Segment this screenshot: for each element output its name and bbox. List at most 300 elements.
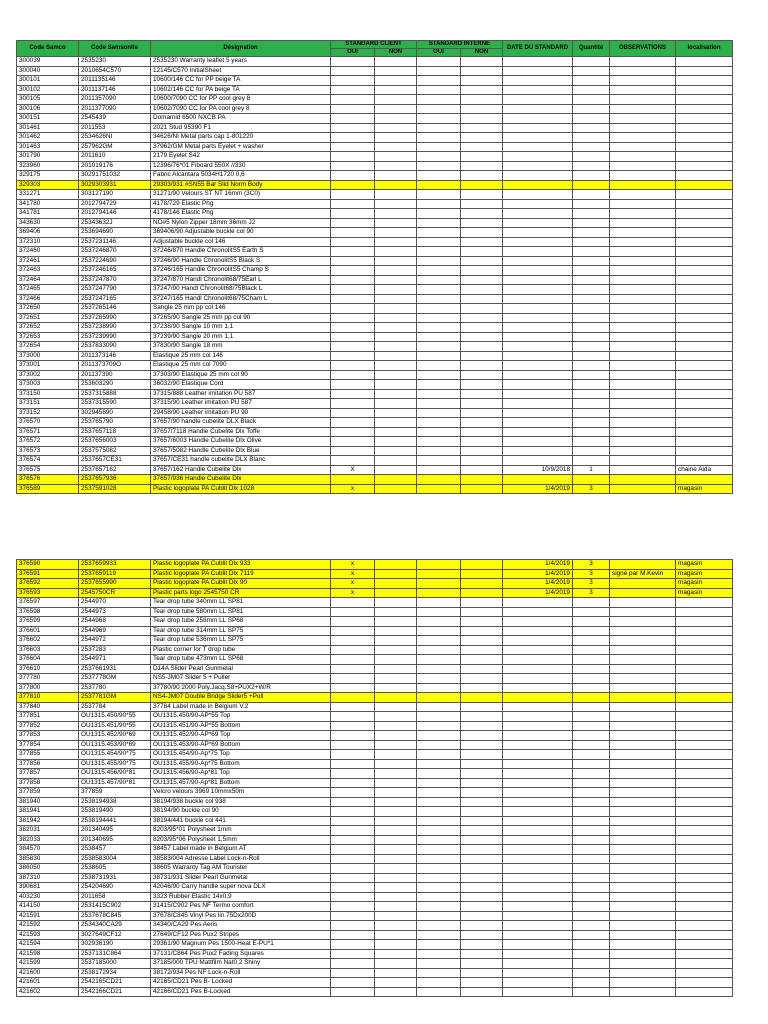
cell-code-samco[interactable]: 373000 <box>17 351 79 361</box>
cell-observations[interactable] <box>610 351 676 361</box>
cell-quantite[interactable] <box>573 66 610 76</box>
cell-client-oui[interactable] <box>331 418 375 428</box>
cell-designation[interactable]: 3323 Rubber Elastic 14x0,9 <box>151 892 331 902</box>
cell-interne-non[interactable] <box>461 569 503 579</box>
cell-client-non[interactable] <box>375 294 417 304</box>
col-interne-oui[interactable]: OUI <box>417 49 461 57</box>
cell-quantite[interactable] <box>573 921 610 931</box>
cell-code-samco[interactable]: 377840 <box>17 702 79 712</box>
cell-quantite[interactable] <box>573 835 610 845</box>
cell-code-samsonite[interactable]: 2537246165 <box>79 266 151 276</box>
cell-designation[interactable]: 37185/000 TPU Mattfilm Nat0,2 Shiny <box>151 959 331 969</box>
cell-client-non[interactable] <box>375 180 417 190</box>
table-row[interactable] <box>17 968 733 978</box>
col-client-non[interactable]: NON <box>375 49 417 57</box>
cell-localisation[interactable] <box>676 731 733 741</box>
cell-interne-non[interactable] <box>461 256 503 266</box>
cell-interne-oui[interactable] <box>417 456 461 466</box>
cell-interne-non[interactable] <box>461 209 503 219</box>
cell-interne-non[interactable] <box>461 664 503 674</box>
cell-client-non[interactable] <box>375 664 417 674</box>
table-row[interactable] <box>17 664 733 674</box>
cell-localisation[interactable] <box>676 930 733 940</box>
cell-interne-oui[interactable] <box>417 161 461 171</box>
cell-localisation[interactable] <box>676 978 733 988</box>
cell-quantite[interactable] <box>573 57 610 67</box>
cell-observations[interactable] <box>610 228 676 238</box>
cell-code-samsonite[interactable]: OU1315.451/90*55 <box>79 721 151 731</box>
cell-quantite[interactable] <box>573 133 610 143</box>
cell-interne-oui[interactable] <box>417 655 461 665</box>
cell-interne-non[interactable] <box>461 285 503 295</box>
cell-code-samco[interactable]: 329175 <box>17 171 79 181</box>
table-row[interactable] <box>17 721 733 731</box>
cell-localisation[interactable] <box>676 607 733 617</box>
col-code-samco[interactable]: Code Samco <box>17 41 79 57</box>
cell-code-samco[interactable]: 421591 <box>17 911 79 921</box>
cell-date-standard[interactable] <box>503 978 573 988</box>
cell-client-non[interactable] <box>375 389 417 399</box>
cell-observations[interactable] <box>610 854 676 864</box>
cell-designation[interactable]: 37303/90 Elastique 25 mm col 90 <box>151 370 331 380</box>
cell-observations[interactable] <box>610 959 676 969</box>
cell-code-samsonite[interactable]: 2545750CR <box>79 588 151 598</box>
cell-code-samsonite[interactable]: 2534340CA29 <box>79 921 151 931</box>
cell-quantite[interactable] <box>573 598 610 608</box>
col-observations[interactable]: OBSERVATIONS <box>610 41 676 57</box>
cell-code-samsonite[interactable]: 2537656003 <box>79 437 151 447</box>
cell-interne-non[interactable] <box>461 740 503 750</box>
cell-interne-non[interactable] <box>461 95 503 105</box>
cell-client-oui[interactable] <box>331 645 375 655</box>
cell-client-non[interactable] <box>375 949 417 959</box>
cell-code-samco[interactable]: 377856 <box>17 759 79 769</box>
cell-observations[interactable] <box>610 740 676 750</box>
cell-client-oui[interactable] <box>331 104 375 114</box>
cell-code-samco[interactable]: 300151 <box>17 114 79 124</box>
cell-code-samco[interactable]: 421600 <box>17 968 79 978</box>
cell-designation[interactable]: 37678/C845 Vinyl Pes lin 75Dx200D <box>151 911 331 921</box>
cell-code-samco[interactable]: 421599 <box>17 959 79 969</box>
cell-designation[interactable]: 42046/90 Carry handle super nova DLX <box>151 883 331 893</box>
table-row[interactable] <box>17 959 733 969</box>
cell-code-samco[interactable]: 421598 <box>17 949 79 959</box>
cell-client-non[interactable] <box>375 209 417 219</box>
cell-code-samsonite[interactable]: 2537781GM <box>79 693 151 703</box>
cell-localisation[interactable] <box>676 123 733 133</box>
cell-code-samsonite[interactable]: 2537239990 <box>79 332 151 342</box>
cell-quantite[interactable] <box>573 873 610 883</box>
cell-interne-non[interactable] <box>461 645 503 655</box>
cell-code-samco[interactable]: 377800 <box>17 683 79 693</box>
cell-client-oui[interactable] <box>331 626 375 636</box>
cell-code-samsonite[interactable]: 2537780 <box>79 683 151 693</box>
cell-code-samsonite[interactable]: 253765790 <box>79 418 151 428</box>
cell-code-samsonite[interactable]: 2011658 <box>79 892 151 902</box>
table-row[interactable] <box>17 332 733 342</box>
cell-client-non[interactable] <box>375 304 417 314</box>
table-row[interactable] <box>17 911 733 921</box>
cell-interne-oui[interactable] <box>417 816 461 826</box>
cell-date-standard[interactable]: 1/4/2019 <box>503 560 573 570</box>
cell-code-samsonite[interactable]: 2537185000 <box>79 959 151 969</box>
cell-interne-oui[interactable] <box>417 978 461 988</box>
cell-code-samco[interactable]: 373152 <box>17 408 79 418</box>
cell-designation[interactable]: Plastic corner for T drop tube <box>151 645 331 655</box>
cell-client-oui[interactable] <box>331 816 375 826</box>
cell-code-samco[interactable]: 300106 <box>17 104 79 114</box>
cell-interne-non[interactable] <box>461 807 503 817</box>
cell-date-standard[interactable] <box>503 370 573 380</box>
cell-client-oui[interactable] <box>331 740 375 750</box>
cell-quantite[interactable] <box>573 256 610 266</box>
cell-code-samco[interactable]: 376598 <box>17 607 79 617</box>
table-row[interactable] <box>17 465 733 475</box>
cell-client-non[interactable] <box>375 759 417 769</box>
cell-client-oui[interactable] <box>331 209 375 219</box>
cell-code-samsonite[interactable]: 2545439 <box>79 114 151 124</box>
cell-code-samsonite[interactable]: OU1315.453/90*69 <box>79 740 151 750</box>
cell-localisation[interactable] <box>676 873 733 883</box>
cell-client-non[interactable] <box>375 987 417 997</box>
cell-client-non[interactable] <box>375 845 417 855</box>
cell-interne-non[interactable] <box>461 351 503 361</box>
cell-observations[interactable] <box>610 171 676 181</box>
cell-date-standard[interactable] <box>503 342 573 352</box>
cell-interne-non[interactable] <box>461 702 503 712</box>
cell-client-non[interactable] <box>375 85 417 95</box>
cell-designation[interactable]: 12396/76*01 Fiboard 550X //330 <box>151 161 331 171</box>
cell-designation[interactable]: 37315/888 Leather imitation PU 587 <box>151 389 331 399</box>
cell-client-oui[interactable] <box>331 57 375 67</box>
cell-code-samsonite[interactable]: 253603290 <box>79 380 151 390</box>
cell-client-oui[interactable] <box>331 883 375 893</box>
cell-code-samco[interactable]: 390681 <box>17 883 79 893</box>
cell-quantite[interactable] <box>573 978 610 988</box>
cell-code-samsonite[interactable]: OU1315.454/90*75 <box>79 750 151 760</box>
cell-interne-oui[interactable] <box>417 152 461 162</box>
cell-client-non[interactable] <box>375 437 417 447</box>
cell-client-non[interactable] <box>375 693 417 703</box>
cell-interne-non[interactable] <box>461 114 503 124</box>
cell-client-oui[interactable]: X <box>331 465 375 475</box>
cell-interne-non[interactable] <box>461 921 503 931</box>
cell-observations[interactable] <box>610 930 676 940</box>
cell-code-samsonite[interactable]: 2537238990 <box>79 323 151 333</box>
cell-code-samco[interactable]: 376574 <box>17 456 79 466</box>
cell-client-non[interactable] <box>375 351 417 361</box>
cell-observations[interactable]: signé par M.Kevin <box>610 569 676 579</box>
cell-code-samco[interactable]: 372464 <box>17 275 79 285</box>
cell-date-standard[interactable] <box>503 456 573 466</box>
cell-observations[interactable] <box>610 66 676 76</box>
table-row[interactable] <box>17 237 733 247</box>
cell-interne-non[interactable] <box>461 408 503 418</box>
cell-code-samsonite[interactable]: 2538731931 <box>79 873 151 883</box>
cell-interne-non[interactable] <box>461 237 503 247</box>
cell-date-standard[interactable] <box>503 645 573 655</box>
cell-designation[interactable]: 31415/C902 Pes NF Termo comfort <box>151 902 331 912</box>
cell-code-samsonite[interactable]: OU1315.452/90*69 <box>79 731 151 741</box>
cell-observations[interactable] <box>610 361 676 371</box>
cell-interne-oui[interactable] <box>417 142 461 152</box>
table-row[interactable] <box>17 418 733 428</box>
cell-client-non[interactable] <box>375 465 417 475</box>
cell-interne-oui[interactable] <box>417 237 461 247</box>
cell-client-non[interactable] <box>375 475 417 485</box>
cell-interne-non[interactable] <box>461 218 503 228</box>
cell-code-samsonite[interactable]: 2537661931 <box>79 664 151 674</box>
cell-code-samsonite[interactable]: 2011373709O <box>79 361 151 371</box>
cell-date-standard[interactable] <box>503 171 573 181</box>
cell-observations[interactable] <box>610 826 676 836</box>
cell-client-non[interactable] <box>375 740 417 750</box>
cell-client-non[interactable] <box>375 247 417 257</box>
cell-client-non[interactable] <box>375 228 417 238</box>
cell-code-samco[interactable]: 372310 <box>17 237 79 247</box>
cell-code-samco[interactable]: 300040 <box>17 66 79 76</box>
table-row[interactable] <box>17 674 733 684</box>
cell-interne-non[interactable] <box>461 399 503 409</box>
cell-client-non[interactable] <box>375 598 417 608</box>
cell-designation[interactable]: 37657/7118 Handle Cubelite Dlx Toffe <box>151 427 331 437</box>
cell-client-oui[interactable] <box>331 911 375 921</box>
cell-designation[interactable]: Velcro velours 3969 10mmx50m <box>151 788 331 798</box>
cell-designation[interactable]: D14A Slider Pearl Gunmetal <box>151 664 331 674</box>
cell-quantite[interactable] <box>573 721 610 731</box>
cell-observations[interactable] <box>610 304 676 314</box>
cell-client-non[interactable] <box>375 171 417 181</box>
cell-date-standard[interactable] <box>503 598 573 608</box>
cell-localisation[interactable] <box>676 456 733 466</box>
cell-code-samco[interactable]: 301462 <box>17 133 79 143</box>
cell-code-samsonite[interactable]: 2537231146 <box>79 237 151 247</box>
cell-observations[interactable] <box>610 588 676 598</box>
cell-localisation[interactable] <box>676 389 733 399</box>
cell-designation[interactable]: Plastic logoplate PA Cublit Dlx 90 <box>151 579 331 589</box>
cell-localisation[interactable] <box>676 921 733 931</box>
cell-client-non[interactable] <box>375 826 417 836</box>
cell-quantite[interactable] <box>573 380 610 390</box>
cell-designation[interactable]: Elastique 25 mm col 7090 <box>151 361 331 371</box>
cell-client-oui[interactable]: x <box>331 560 375 570</box>
cell-client-non[interactable] <box>375 816 417 826</box>
cell-observations[interactable] <box>610 693 676 703</box>
cell-designation[interactable]: 37830/90 Sangle 18 mm <box>151 342 331 352</box>
cell-localisation[interactable] <box>676 788 733 798</box>
cell-client-oui[interactable] <box>331 95 375 105</box>
cell-code-samsonite[interactable]: OU1315.455/90*75 <box>79 759 151 769</box>
cell-interne-non[interactable] <box>461 892 503 902</box>
cell-interne-oui[interactable] <box>417 218 461 228</box>
cell-client-oui[interactable] <box>331 721 375 731</box>
cell-designation[interactable]: 2179 Eyelet S42 <box>151 152 331 162</box>
cell-interne-oui[interactable] <box>417 180 461 190</box>
cell-client-non[interactable] <box>375 626 417 636</box>
table-row[interactable] <box>17 142 733 152</box>
cell-observations[interactable] <box>610 968 676 978</box>
cell-code-samsonite[interactable]: 2537657162 <box>79 465 151 475</box>
table-row[interactable] <box>17 864 733 874</box>
cell-interne-non[interactable] <box>461 475 503 485</box>
table-row[interactable] <box>17 693 733 703</box>
cell-client-oui[interactable] <box>331 218 375 228</box>
cell-localisation[interactable] <box>676 323 733 333</box>
cell-observations[interactable] <box>610 769 676 779</box>
cell-quantite[interactable] <box>573 617 610 627</box>
cell-code-samco[interactable]: 372460 <box>17 247 79 257</box>
cell-code-samco[interactable]: 377858 <box>17 778 79 788</box>
cell-date-standard[interactable] <box>503 142 573 152</box>
cell-client-oui[interactable] <box>331 142 375 152</box>
cell-date-standard[interactable] <box>503 759 573 769</box>
cell-code-samco[interactable]: 376597 <box>17 598 79 608</box>
cell-client-oui[interactable] <box>331 380 375 390</box>
cell-interne-non[interactable] <box>461 66 503 76</box>
cell-client-oui[interactable] <box>331 702 375 712</box>
cell-designation[interactable]: 10600/7090 CC for PP cool grey 8 <box>151 95 331 105</box>
cell-interne-oui[interactable] <box>417 114 461 124</box>
cell-observations[interactable] <box>610 446 676 456</box>
cell-client-oui[interactable] <box>331 285 375 295</box>
cell-localisation[interactable] <box>676 911 733 921</box>
cell-interne-oui[interactable] <box>417 769 461 779</box>
cell-interne-oui[interactable] <box>417 740 461 750</box>
cell-interne-non[interactable] <box>461 617 503 627</box>
table-row[interactable] <box>17 579 733 589</box>
cell-quantite[interactable] <box>573 275 610 285</box>
cell-observations[interactable] <box>610 788 676 798</box>
cell-observations[interactable] <box>610 456 676 466</box>
cell-interne-oui[interactable] <box>417 598 461 608</box>
cell-code-samsonite[interactable]: 2537833090 <box>79 342 151 352</box>
cell-client-oui[interactable] <box>331 712 375 722</box>
cell-interne-non[interactable] <box>461 731 503 741</box>
cell-observations[interactable] <box>610 399 676 409</box>
cell-client-oui[interactable] <box>331 826 375 836</box>
cell-code-samco[interactable]: 373003 <box>17 380 79 390</box>
cell-code-samsonite[interactable]: 303127190 <box>79 190 151 200</box>
cell-quantite[interactable] <box>573 332 610 342</box>
cell-quantite[interactable] <box>573 218 610 228</box>
cell-designation[interactable]: 29361/90 Magnum Pes 1500-Heat E-PU*1 <box>151 940 331 950</box>
cell-observations[interactable] <box>610 835 676 845</box>
cell-client-oui[interactable] <box>331 940 375 950</box>
cell-client-oui[interactable] <box>331 66 375 76</box>
cell-designation[interactable]: Sangle 25 mm pp col 146 <box>151 304 331 314</box>
cell-quantite[interactable]: 3 <box>573 560 610 570</box>
cell-client-oui[interactable] <box>331 968 375 978</box>
cell-observations[interactable] <box>610 617 676 627</box>
cell-client-non[interactable] <box>375 199 417 209</box>
cell-date-standard[interactable] <box>503 959 573 969</box>
cell-date-standard[interactable] <box>503 883 573 893</box>
cell-code-samsonite[interactable]: 2537657118 <box>79 427 151 437</box>
cell-quantite[interactable] <box>573 674 610 684</box>
cell-date-standard[interactable] <box>503 228 573 238</box>
cell-interne-oui[interactable] <box>417 66 461 76</box>
cell-client-oui[interactable] <box>331 475 375 485</box>
cell-interne-non[interactable] <box>461 930 503 940</box>
cell-client-non[interactable] <box>375 721 417 731</box>
cell-observations[interactable] <box>610 731 676 741</box>
cell-client-non[interactable] <box>375 446 417 456</box>
cell-date-standard[interactable] <box>503 95 573 105</box>
cell-interne-oui[interactable] <box>417 399 461 409</box>
cell-designation[interactable]: 37247/165 Handl Chronolit68/75Cham L <box>151 294 331 304</box>
cell-code-samsonite[interactable]: OU1315.456/90*81 <box>79 769 151 779</box>
col-client-oui[interactable]: OUI <box>331 49 375 57</box>
cell-code-samsonite[interactable]: 377859 <box>79 788 151 798</box>
cell-interne-oui[interactable] <box>417 256 461 266</box>
cell-interne-non[interactable] <box>461 361 503 371</box>
cell-quantite[interactable] <box>573 911 610 921</box>
cell-code-samsonite[interactable]: 201137390 <box>79 370 151 380</box>
cell-client-non[interactable] <box>375 674 417 684</box>
cell-localisation[interactable] <box>676 987 733 997</box>
cell-observations[interactable] <box>610 759 676 769</box>
cell-quantite[interactable] <box>573 199 610 209</box>
cell-client-non[interactable] <box>375 940 417 950</box>
cell-designation[interactable]: 37657/936 Handle Cubelite Dlx <box>151 475 331 485</box>
cell-quantite[interactable] <box>573 418 610 428</box>
cell-interne-non[interactable] <box>461 389 503 399</box>
cell-date-standard[interactable] <box>503 683 573 693</box>
cell-code-samco[interactable]: 385830 <box>17 854 79 864</box>
cell-code-samsonite[interactable]: 201340695 <box>79 835 151 845</box>
cell-quantite[interactable] <box>573 693 610 703</box>
cell-interne-non[interactable] <box>461 864 503 874</box>
cell-interne-oui[interactable] <box>417 968 461 978</box>
cell-client-non[interactable] <box>375 702 417 712</box>
table-row[interactable] <box>17 266 733 276</box>
cell-localisation[interactable] <box>676 361 733 371</box>
cell-designation[interactable]: 10602/146 CC for PA beige TA <box>151 85 331 95</box>
cell-date-standard[interactable] <box>503 607 573 617</box>
cell-localisation[interactable]: magasin <box>676 560 733 570</box>
cell-client-non[interactable] <box>375 218 417 228</box>
cell-interne-non[interactable] <box>461 104 503 114</box>
cell-designation[interactable]: 34626/NI Metal parts cap 1-801220 <box>151 133 331 143</box>
cell-quantite[interactable] <box>573 778 610 788</box>
cell-localisation[interactable] <box>676 180 733 190</box>
cell-date-standard[interactable] <box>503 427 573 437</box>
cell-date-standard[interactable]: 1/4/2019 <box>503 569 573 579</box>
cell-localisation[interactable] <box>676 313 733 323</box>
cell-quantite[interactable] <box>573 294 610 304</box>
table-row[interactable] <box>17 361 733 371</box>
cell-quantite[interactable] <box>573 313 610 323</box>
cell-interne-oui[interactable] <box>417 702 461 712</box>
cell-interne-oui[interactable] <box>417 731 461 741</box>
table-row[interactable] <box>17 95 733 105</box>
cell-client-oui[interactable] <box>331 228 375 238</box>
cell-date-standard[interactable] <box>503 664 573 674</box>
cell-designation[interactable]: Plastic logoplate PA Cublit Dlx 933 <box>151 560 331 570</box>
cell-code-samsonite[interactable]: 257962GM <box>79 142 151 152</box>
cell-quantite[interactable] <box>573 607 610 617</box>
cell-observations[interactable] <box>610 598 676 608</box>
cell-client-non[interactable] <box>375 266 417 276</box>
cell-date-standard[interactable] <box>503 892 573 902</box>
cell-observations[interactable] <box>610 114 676 124</box>
cell-quantite[interactable] <box>573 702 610 712</box>
cell-date-standard[interactable] <box>503 304 573 314</box>
cell-quantite[interactable] <box>573 361 610 371</box>
cell-designation[interactable]: 2535230 Warranty leaflet 5 years <box>151 57 331 67</box>
table-row[interactable] <box>17 712 733 722</box>
cell-client-non[interactable] <box>375 560 417 570</box>
